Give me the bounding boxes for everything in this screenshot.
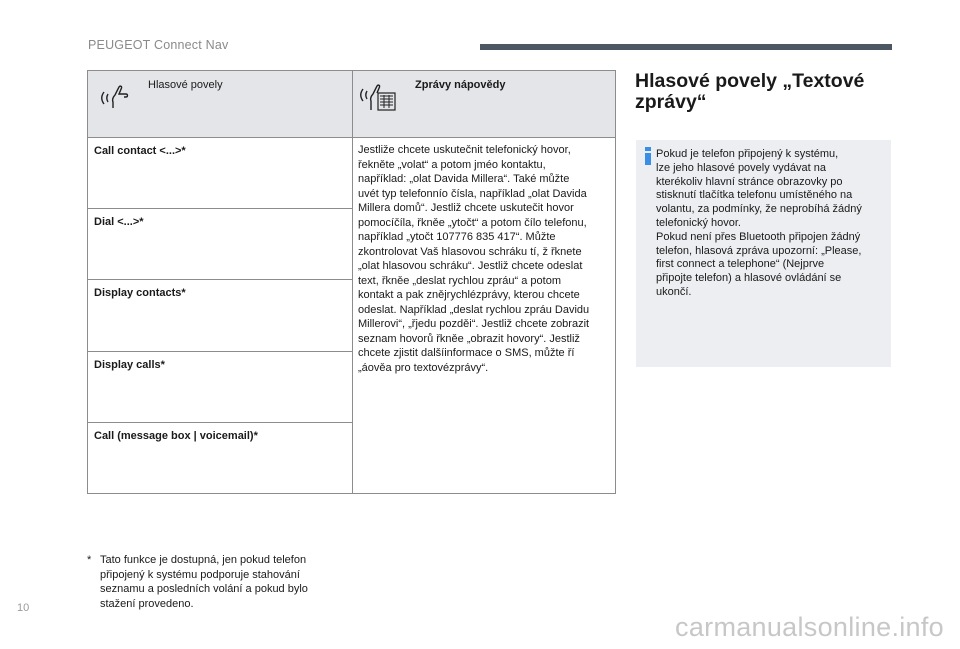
page-number: 10 (17, 602, 30, 614)
response-line: pomocíčíla, řkněe „ytočt“ a potom čílo telefonu, (358, 216, 587, 229)
footnote-line: připojený k systému podporuje stahování (100, 568, 300, 581)
section-title (635, 71, 895, 113)
info-line: first connect a telephone“ (Nejprve (656, 258, 825, 271)
response-line: řekněte „volat“ a potom jméo kontaktu, (358, 158, 546, 171)
info-icon (645, 147, 651, 165)
footnote-line: seznamu a posledních volání a pokud bylo (100, 583, 308, 595)
response-line: Millera domů“. Jestliž chcete uskutečit hovor (358, 202, 574, 215)
response-line: chcete zjistit dalšíinformace o SMS, můžte ří (358, 347, 575, 360)
col-header-help-messages: Zprávy nápovědy (415, 79, 506, 91)
info-line: Pokud není přes Bluetooth připojen žádný (656, 230, 861, 243)
header-bar (480, 44, 892, 50)
response-line: seznam hovorů řkněe „obrazit hovory“. Jestliž (358, 332, 580, 345)
footnote-line: stažení provedeno. (100, 597, 194, 610)
info-line: Pokud je telefon připojený k systému, (656, 148, 839, 160)
info-line: telefonický hovor. (656, 216, 741, 229)
footnote-line: Tato funkce je dostupná, jen pokud telefon (100, 554, 307, 566)
command-cell: Display calls* (88, 351, 353, 422)
command-cell: Call (message box | voicemail)* (88, 422, 353, 493)
command-cell: Display contacts* (88, 280, 353, 351)
footnote (87, 553, 347, 611)
document-header-title: PEUGEOT Connect Nav (88, 38, 229, 52)
info-line: volantu, za podmínky, že neprobíhá žádný (656, 203, 862, 216)
response-line: například: „olat Davida Millera“. Také můžte (358, 173, 570, 186)
response-line: Jestliže chcete uskutečnit telefonický hovor, (358, 144, 571, 157)
voice-command-icon (100, 83, 130, 115)
info-line: telefon, hlasová zpráva upozorní: „Please, (656, 244, 862, 257)
command-cell: Call contact <...>* (88, 138, 353, 209)
header-cell-voice-commands (88, 71, 353, 138)
response-line: kontakt a pak znějrychlézprávy, kterou chcete (358, 289, 580, 302)
response-line: Millerovi“, „řjedu pozděi“. Jestliž chcete zobrazit (358, 318, 590, 331)
table-row (88, 138, 616, 209)
section-title-line: Hlasové povely „Textové (635, 70, 865, 92)
voice-commands-table (87, 70, 616, 494)
section-title-line: zprávy“ (635, 91, 707, 113)
footnote-marker: * (87, 554, 92, 566)
response-line: „áověa pro textovézprávy“. (358, 361, 489, 374)
response-line: text, řkněe „deslat rychlou zpráu“ a potom (358, 274, 561, 287)
info-line: připojte telefon) a hlasové ovládání se (656, 272, 842, 285)
info-line: kterékoliv hlavní stránce obrazovky po (656, 175, 843, 188)
help-response-text (358, 143, 609, 375)
footnote-text (100, 553, 347, 611)
response-line: „olat hlasovou schráku“. Jestliž chcete odeslat (358, 260, 583, 273)
response-line: uvét typ telefonnío čísla, například „olat Davida (358, 187, 587, 200)
header-cell-help-messages (353, 71, 616, 138)
col-header-voice-commands: Hlasové povely (148, 79, 223, 91)
voice-message-icon (359, 81, 399, 117)
info-line: stisknutí tlačítka telefonu umístěného na (656, 189, 853, 202)
response-line: zkontrolovat Vaš hlasovou schráku tí, ž řknete (358, 245, 582, 258)
response-line: například „ytočt 107776 835 417“. Můžte (358, 231, 556, 244)
info-line: lze jeho hlasové povely vydávat na (656, 161, 826, 174)
help-response-cell (353, 138, 616, 494)
info-line: ukončí. (656, 285, 692, 298)
info-box-text (656, 148, 888, 300)
watermark: carmanualsonline.info (675, 612, 944, 642)
response-line: odeslat. Například „deslat rychlou zpráu Davidu (358, 303, 590, 316)
command-cell: Dial <...>* (88, 209, 353, 280)
table-header-row (88, 71, 616, 138)
